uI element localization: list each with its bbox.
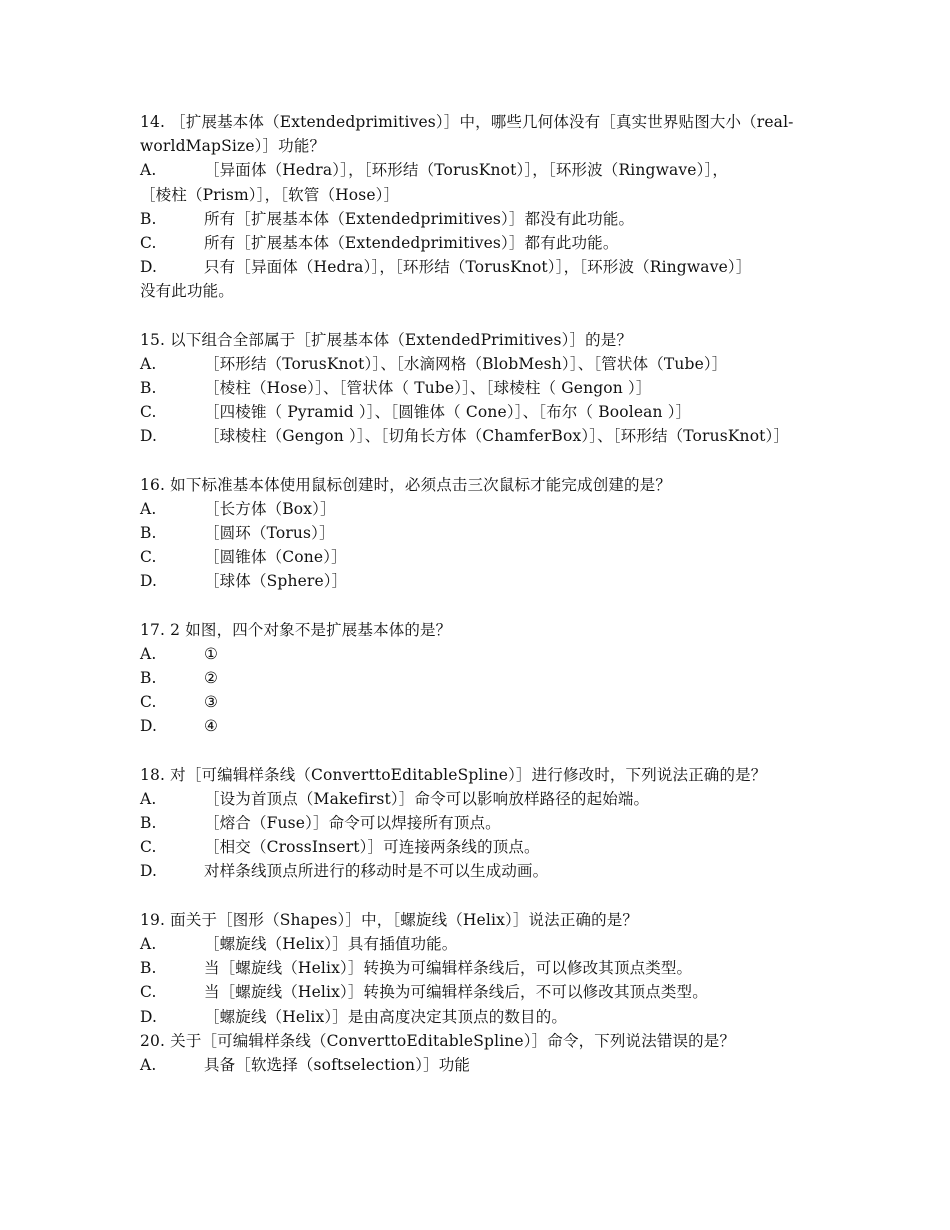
question-15 (140, 328, 815, 449)
option-label: C. (140, 548, 157, 567)
option-label: B. (140, 814, 157, 833)
question-stem: 19. 面关于［图形（Shapes）］中，［螺旋线（Helix）］说法正确的是？ (140, 910, 639, 929)
option-label: D. (140, 427, 158, 446)
option-label: A. (140, 644, 157, 663)
option-continuation: ［棱柱（Prism）］，［软管（Hose）］ (140, 185, 400, 204)
option-label: A. (140, 354, 157, 373)
option-text: 所有［扩展基本体（Extendedprimitives）］都有此功能。 (204, 234, 619, 253)
option-text: 当［螺旋线（Helix）］转换为可编辑样条线后，不可以修改其顶点类型。 (204, 983, 708, 1002)
option-label: D. (140, 572, 158, 591)
option-text: 只有［异面体（Hedra）］，［环形结（TorusKnot）］，［环形波（Ringwave）］ (204, 258, 752, 277)
option-text: ［球体（Sphere）］ (204, 572, 348, 591)
option-b (140, 956, 815, 980)
option-text: 所有［扩展基本体（Extendedprimitives）］都没有此功能。 (204, 209, 635, 228)
option-label: B. (140, 669, 157, 688)
option-b (140, 666, 815, 690)
option-d (140, 1005, 815, 1029)
option-label: D. (140, 1007, 158, 1026)
question-14 (140, 110, 815, 304)
question-17 (140, 618, 815, 739)
option-text: 具备［软选择（softselection）］功能 (204, 1055, 471, 1074)
option-label: C. (140, 838, 157, 857)
option-label: C. (140, 693, 157, 712)
option-a (140, 1053, 815, 1077)
option-b (140, 521, 815, 545)
option-c (140, 400, 815, 424)
option-label: C. (140, 234, 157, 253)
option-text: ② (204, 669, 219, 688)
option-text (204, 158, 815, 182)
option-label: B. (140, 209, 157, 228)
option-text: ［螺旋线（Helix）］是由高度决定其顶点的数目的。 (204, 1007, 567, 1026)
option-label: C. (140, 403, 157, 422)
option-c (140, 835, 815, 859)
option-text: ［环形结（TorusKnot）］、［水滴网格（BlobMesh）］、［管状体（Tube）］ (204, 354, 728, 373)
option-text: ［设为首顶点（Makefirst）］命令可以影响放样路径的起始端。 (204, 789, 650, 808)
option-a (140, 352, 815, 376)
option-text: ［相交（CrossInsert）］可连接两条线的顶点。 (204, 838, 540, 857)
option-a (140, 497, 815, 521)
option-b (140, 207, 815, 231)
option-d (140, 714, 815, 738)
option-text: ［螺旋线（Helix）］具有插值功能。 (204, 934, 458, 953)
option-text: ［熔合（Fuse）］命令可以焊接所有顶点。 (204, 814, 501, 833)
question-16 (140, 473, 815, 594)
question-stem: 15. 以下组合全部属于［扩展基本体（ExtendedPrimitives）］的是？ (140, 330, 633, 349)
option-d (140, 255, 815, 279)
option-a (140, 158, 815, 182)
option-label: B. (140, 959, 157, 978)
question-stem: 17. 2 如图，四个对象不是扩展基本体的是？ (140, 620, 452, 639)
question-stem: 18. 对［可编辑样条线（ConverttoEditableSpline）］进行修改时，下列说法正确的是？ (140, 765, 767, 784)
option-text: ④ (204, 717, 219, 736)
option-label: A. (140, 789, 157, 808)
option-label: B. (140, 379, 157, 398)
option-d (140, 569, 815, 593)
option-text: ［圆环（Torus）］ (204, 524, 335, 543)
option-a (140, 642, 815, 666)
option-c (140, 690, 815, 714)
option-d (140, 424, 815, 448)
option-a (140, 932, 815, 956)
option-text: ［四棱锥（ Pyramid ）］、［圆锥体（ Cone）］、［布尔（ Boolean ）］ (204, 403, 692, 422)
option-c (140, 231, 815, 255)
question-18 (140, 763, 815, 884)
option-label: B. (140, 524, 157, 543)
option-label: D. (140, 862, 158, 881)
option-text: 对样条线顶点所进行的移动时是不可以生成动画。 (204, 862, 549, 881)
option-text: 当［螺旋线（Helix）］转换为可编辑样条线后，可以修改其顶点类型。 (204, 959, 693, 978)
option-label: D. (140, 717, 158, 736)
option-continuation: 没有此功能。 (140, 282, 234, 301)
option-c (140, 545, 815, 569)
option-label: A. (140, 934, 157, 953)
question-19 (140, 908, 815, 1029)
option-b (140, 376, 815, 400)
option-text: ③ (204, 693, 219, 712)
question-stem: 14. ［扩展基本体（Extendedprimitives）］中，哪些几何体没有［真实世界贴图大小（real-worldMapSize）］功能？ (140, 113, 794, 156)
question-stem: 20. 关于［可编辑样条线（ConverttoEditableSpline）］命令，下列说法错误的是？ (140, 1031, 736, 1050)
option-label: A. (140, 499, 157, 518)
option-label: C. (140, 983, 157, 1002)
option-label: A. (140, 1055, 157, 1074)
question-20 (140, 1029, 815, 1077)
option-text: ［圆锥体（Cone）］ (204, 548, 347, 567)
option-c (140, 980, 815, 1004)
option-text: ① (204, 644, 219, 663)
option-text-line: ［异面体（Hedra）］，［环形结（TorusKnot）］，［环形波（Ringwave）］， (204, 161, 729, 180)
question-stem: 16. 如下标准基本体使用鼠标创建时，必须点击三次鼠标才能完成创建的是？ (140, 475, 671, 494)
option-label: A. (140, 161, 157, 180)
option-text: ［棱柱（Hose）］、［管状体（ Tube）］、［球棱柱（ Gengon ）］ (204, 379, 652, 398)
option-label: D. (140, 258, 158, 277)
option-b (140, 811, 815, 835)
option-a (140, 787, 815, 811)
option-text: ［长方体（Box）］ (204, 499, 336, 518)
option-text: ［球棱柱（Gengon ）］、［切角长方体（ChamferBox）］、［环形结（TorusKnot）］ (204, 427, 790, 446)
option-d (140, 859, 815, 883)
question-list (140, 110, 815, 1101)
